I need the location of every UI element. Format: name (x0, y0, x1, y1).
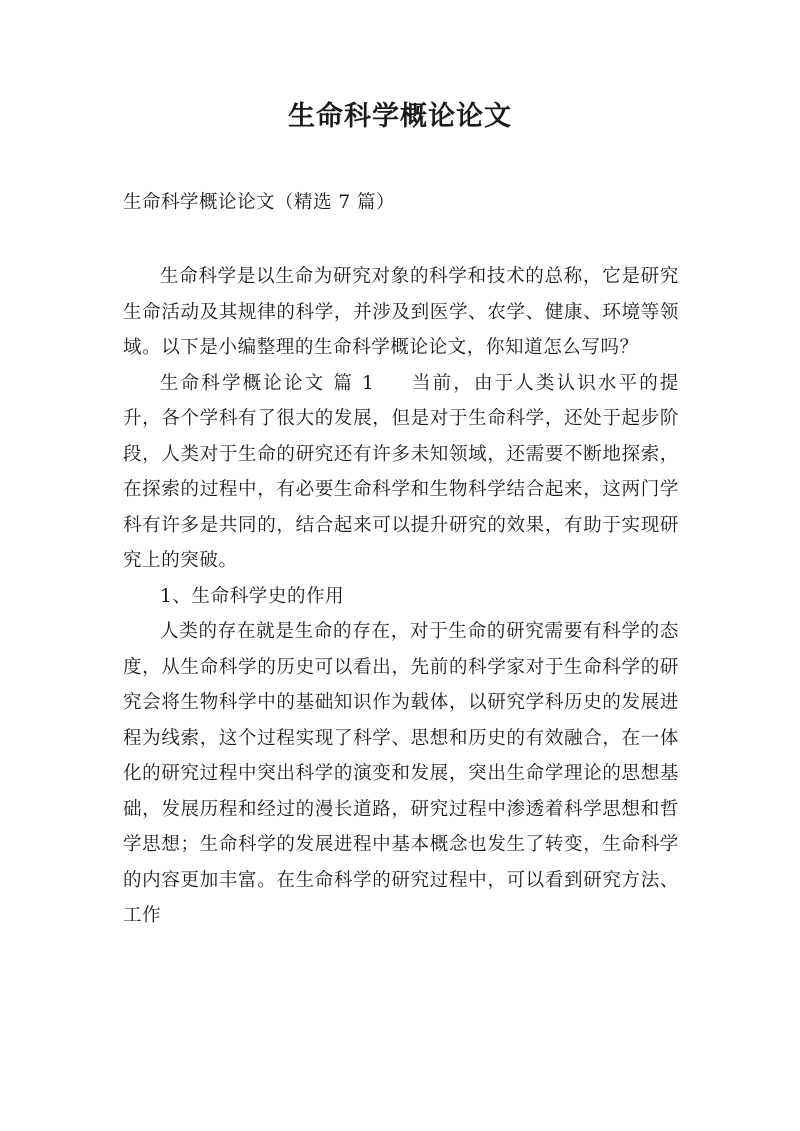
point-1-paragraph: 人类的存在就是生命的存在，对于生命的研究需要有科学的态度，从生命科学的历史可以看出，先前的科学家对于生命科学的研究会将生物科学中的基础知识作为载体，以研究学科历史的发展进程为线索，这个过程实现了科学、思想和历史的有效融合，在一体化的研究过程中突出科学的演变和发展，突出生命学理论的思想基础，发展历程和经过的漫长道路，研究过程中渗透着科学思想和哲学思想；生命科学的发展进程中基本概念也发生了转变，生命科学的内容更加丰富。在生命科学的研究过程中，可以看到研究方法、工作 (123, 621, 679, 926)
section-1-heading: 生命科学概论论文 篇 1 (160, 372, 375, 394)
document-title: 生命科学概论论文 (288, 101, 512, 132)
document-body (123, 259, 679, 934)
section-1-text: 当前，由于人类认识水平的提升，各个学科有了很大的发展，但是对于生命科学，还处于起步阶段，人类对于生命的研究还有许多未知领域，还需要不断地探索，在探索的过程中，有必要生命科学和生物科学结合起来，这两门学科有许多是共同的，结合起来可以提升研究的效果，有助于实现研究上的突破。 (123, 372, 679, 571)
intro-paragraph: 生命科学是以生命为研究对象的科学和技术的总称，它是研究生命活动及其规律的科学，并涉及到医学、农学、健康、环境等领域。以下是小编整理的生命科学概论论文，你知道怎么写吗？ (123, 266, 679, 358)
document-subtitle: 生命科学概论论文（精选 7 篇） (123, 192, 396, 213)
section-1-paragraph (123, 366, 679, 579)
point-1-heading: 1、生命科学史的作用 (160, 585, 345, 607)
